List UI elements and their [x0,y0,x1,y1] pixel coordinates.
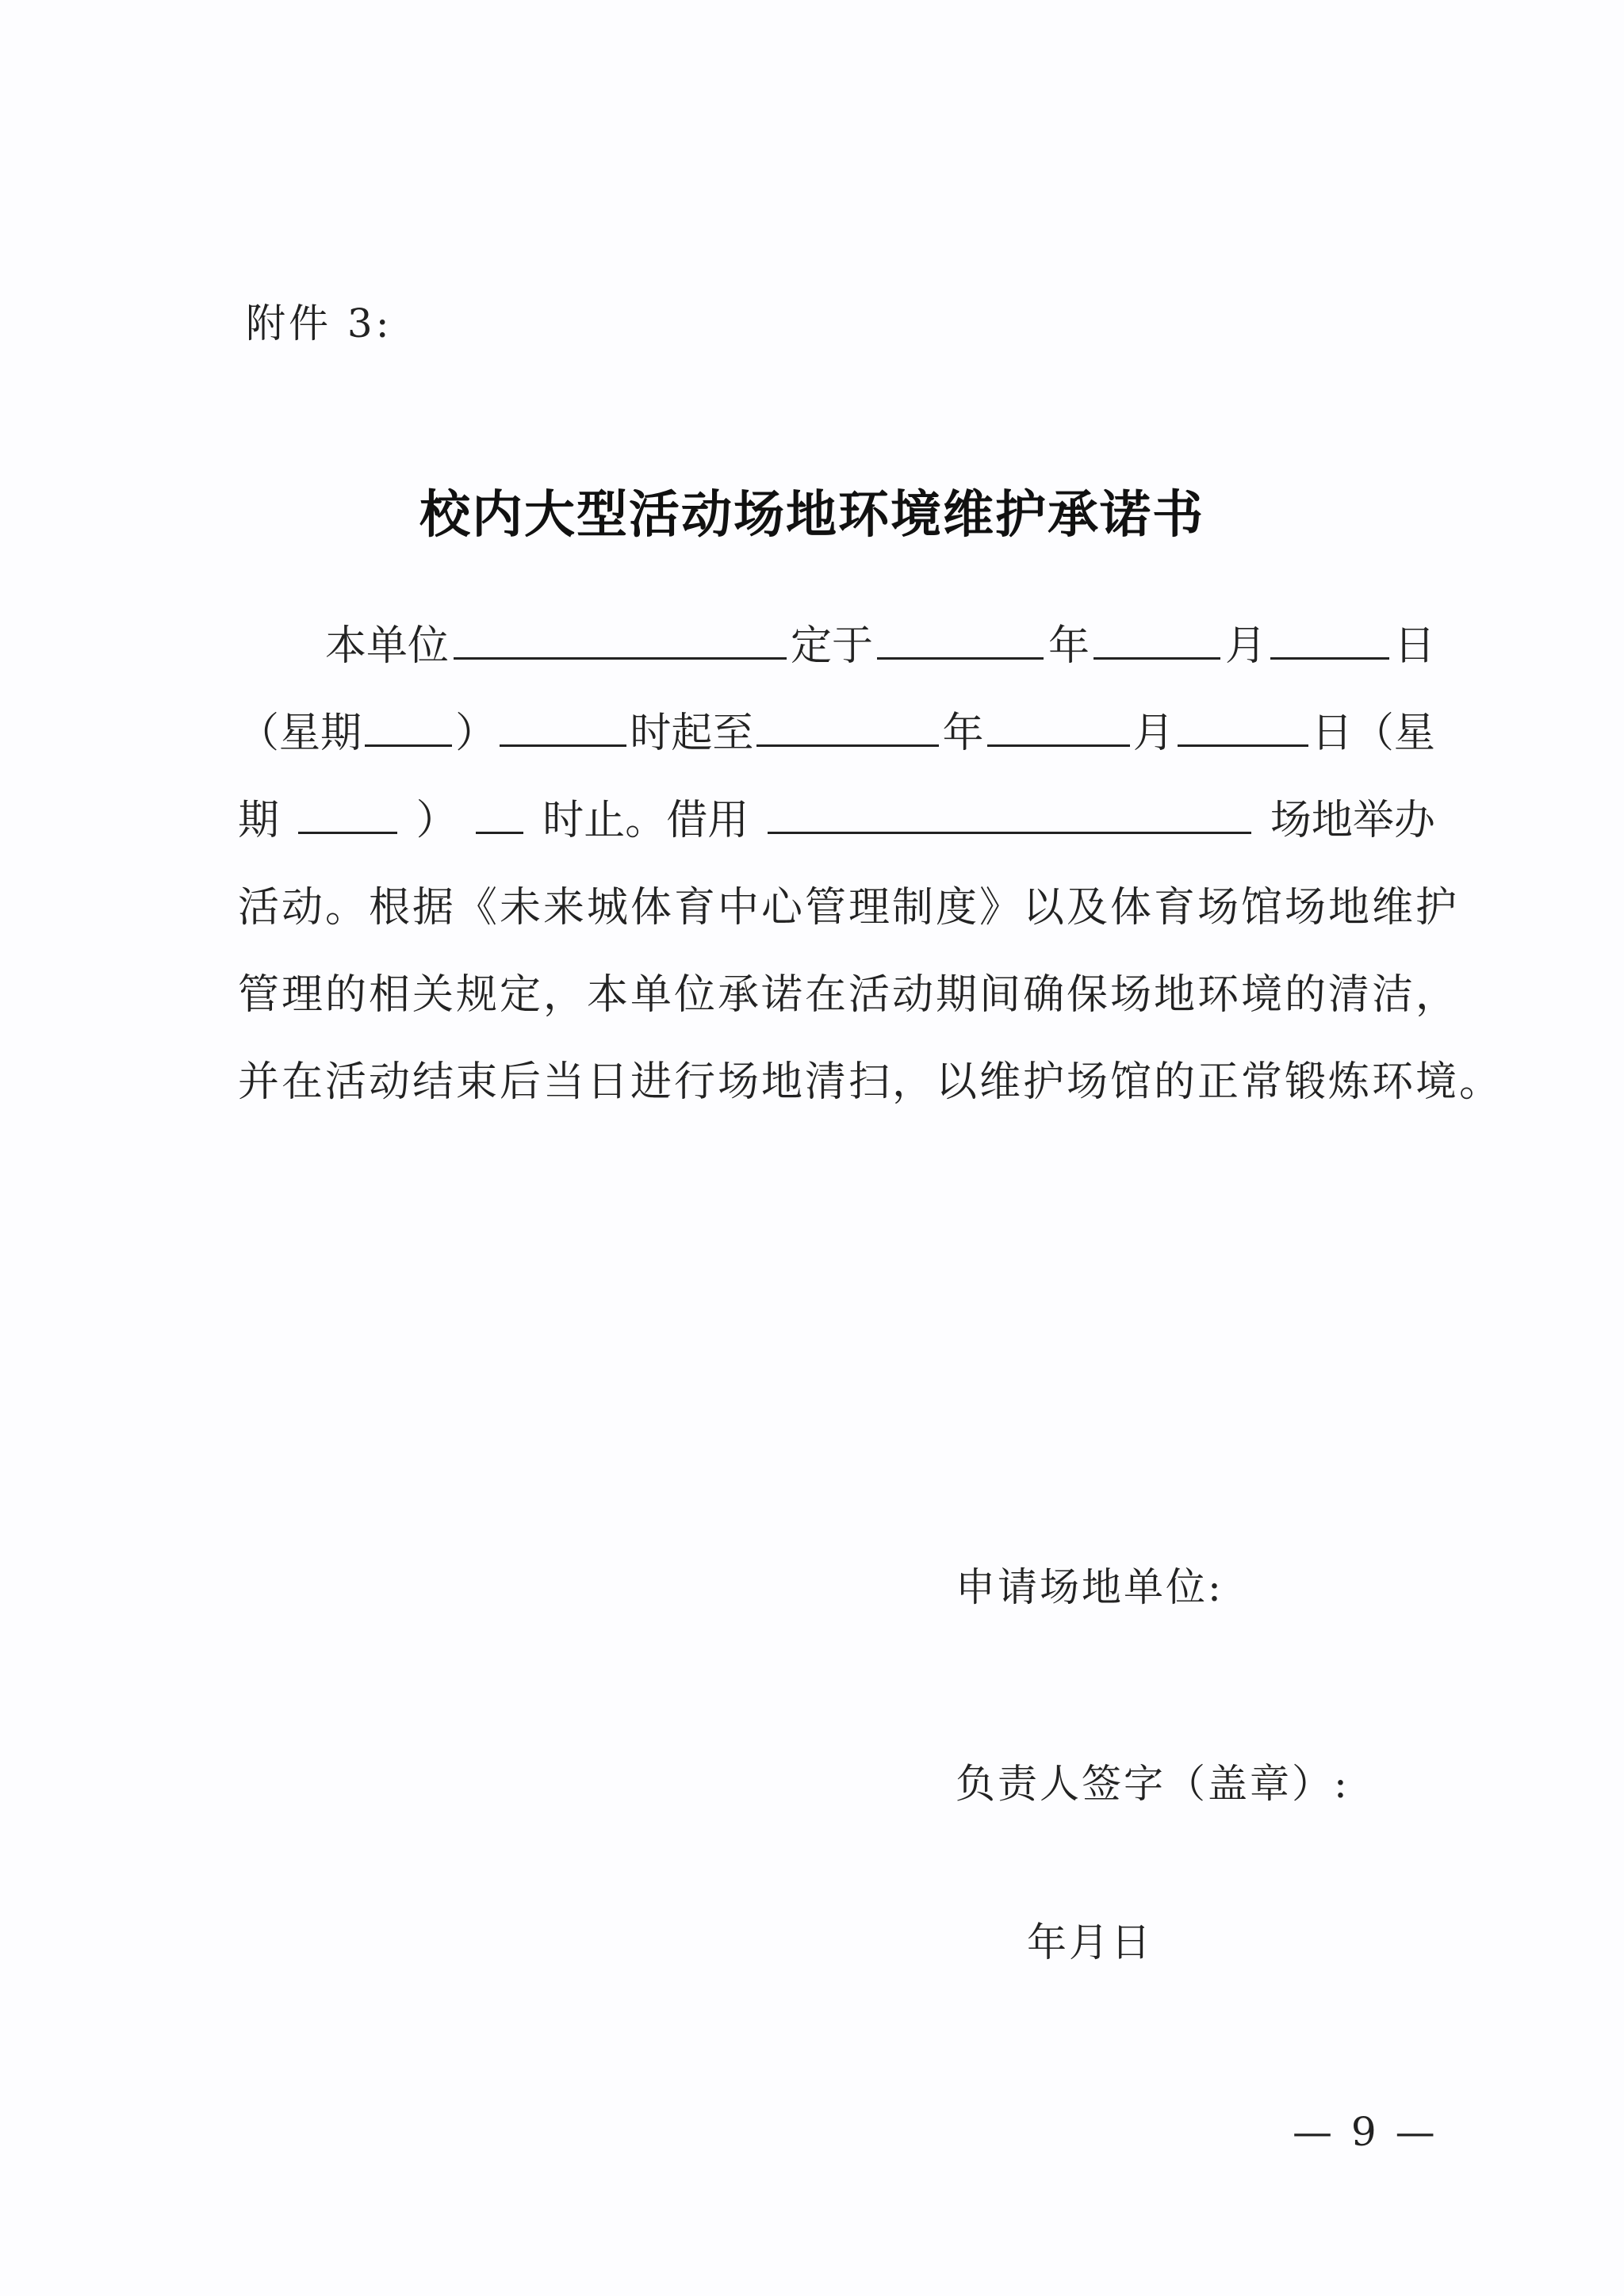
signature-date-label: 年月日 [1027,1919,1153,1965]
body-line-5: 管理的相关规定，本单位承诺在活动期间确保场地环境的清洁， [238,971,1460,1019]
text-end-borrow: 时止。借用 [542,797,749,844]
text-day: 日 [1393,622,1435,670]
applicant-unit-label: 申请场地单位: [956,1564,1224,1610]
document-title: 校内大型活动场地环境维护承诺书 [419,485,1205,545]
body-line-4: 活动。根据《未来城体育中心管理制度》以及体育场馆场地维护 [238,884,1460,932]
text-scheduled: 定于 [790,622,873,670]
text-unit: 本单位 [325,622,450,670]
blank-start-day[interactable] [1270,616,1389,660]
text-period: 期 [238,797,280,844]
blank-start-month[interactable] [1094,616,1220,660]
blank-start-hour[interactable] [500,703,626,747]
text-venue-host: 场地举办 [1270,797,1435,844]
text-month: 月 [1224,622,1266,670]
blank-unit-name[interactable] [454,616,787,660]
commitment-body [238,603,1503,1126]
body-line-3 [238,777,1435,864]
text-weekday-close: ） [455,710,497,757]
body-line-2 [238,690,1435,777]
text-weekday-open: （星期 [238,710,362,757]
body-line-1 [238,603,1435,690]
blank-start-year[interactable] [877,616,1044,660]
blank-venue[interactable] [768,790,1251,834]
text-day-weekday: 日（星 [1311,710,1435,757]
blank-end-day[interactable] [1178,703,1308,747]
text-month-2: 月 [1132,710,1174,757]
responsible-person-signature-label: 负责人签字（盖章）: [956,1761,1350,1807]
blank-end-month[interactable] [987,703,1130,747]
attachment-label: 附件 3: [246,300,393,346]
text-year: 年 [1048,622,1090,670]
blank-end-year[interactable] [756,703,939,747]
blank-end-weekday[interactable] [298,790,397,834]
text-paren-close: ） [416,797,458,844]
text-year-2: 年 [942,710,984,757]
body-line-6: 并在活动结束后当日进行场地清扫，以维护场馆的正常锻炼环境。 [238,1058,1503,1106]
page-number: — 9 — [1293,2109,1438,2155]
blank-start-weekday[interactable] [365,703,452,747]
blank-end-hour[interactable] [476,790,523,834]
text-from-until: 时起至 [630,710,754,757]
